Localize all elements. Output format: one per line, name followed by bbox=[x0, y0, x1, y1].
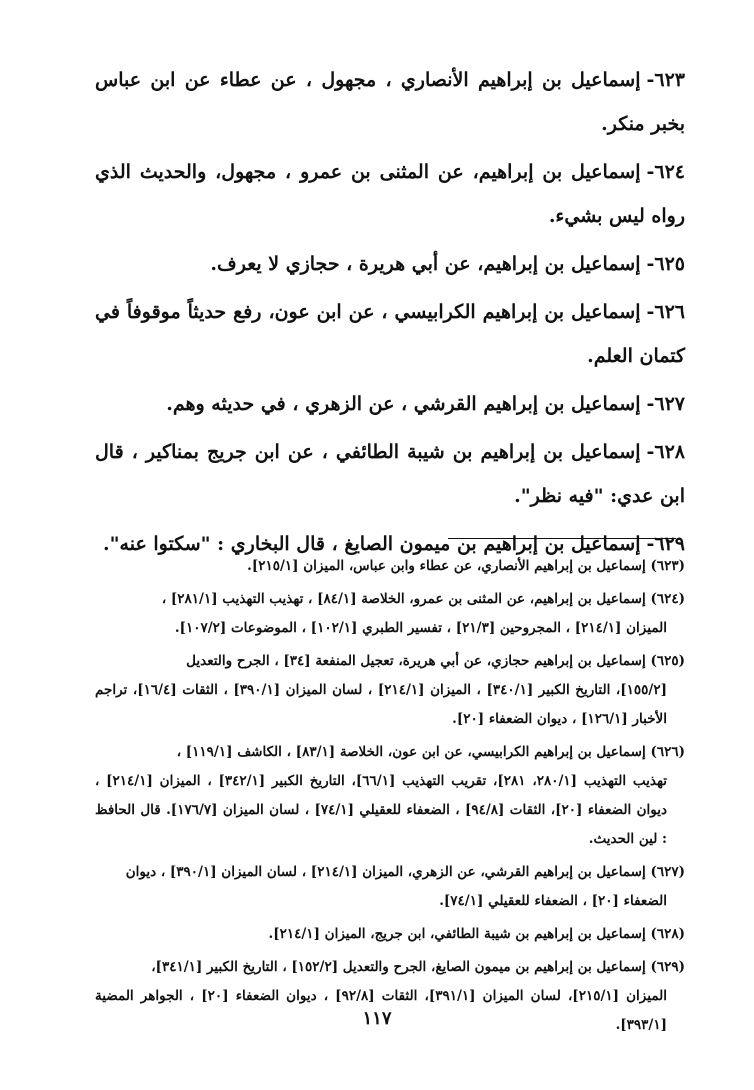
entry-text: إسماعيل بن إبراهيم بن شيبة الطائفي ، عن ابن جريج بمناكير ، قال ابن عدي: "فيه نظر". bbox=[95, 441, 685, 507]
footnote-number: (٦٢٨) bbox=[650, 926, 685, 942]
footnote-624 bbox=[95, 585, 685, 643]
footnote-number: (٦٢٧) bbox=[650, 864, 685, 880]
entry-text: إسماعيل بن إبراهيم بن ميمون الصايغ ، قال البخاري : "سكتوا عنه". bbox=[103, 533, 641, 555]
footnote-text: إسماعيل بن إبراهيم بن ميمون الصايغ، الجرح والتعديل [١٥٢/٢] ، التاريخ الكبير [٣٤١/١]، bbox=[151, 959, 646, 975]
footnote-continuation: الميزان [٢١٥/١]، لسان الميزان [٣٩١/١]، الثقات [٩٢/٨] ، ديوان الضعفاء [٢٠] ، الجواهر المضية [٣٩٣/١]. bbox=[95, 988, 668, 1033]
footnote-text: إسماعيل بن إبراهيم حجازي، عن أبي هريرة، تعجيل المنفعة [٣٤] ، الجرح والتعديل bbox=[186, 653, 646, 669]
entry-623 bbox=[95, 58, 685, 146]
entry-number: ٦٢٦- bbox=[646, 301, 685, 323]
footnote-continuation: [١٥٥/٢]، التاريخ الكبير [٣٤٠/١] ، الميزان [٢١٤/١] ، لسان الميزان [٣٩٠/١] ، الثقات [١٦/٤]، تراجم الأخبار [١٢٦/١] ، ديوان الضعفاء [٢٠]. bbox=[95, 682, 667, 727]
entry-text: إسماعيل بن إبراهيم، عن المثنى بن عمرو ، مجهول، والحديث الذي رواه ليس بشيء. bbox=[95, 161, 685, 227]
entry-text: إسماعيل بن إبراهيم الأنصاري ، مجهول ، عن عطاء عن ابن عباس بخبر منكر. bbox=[95, 69, 685, 135]
entry-625 bbox=[95, 242, 685, 286]
footnotes bbox=[95, 552, 685, 1044]
footnote-625 bbox=[95, 647, 685, 734]
entry-number: ٦٢٤- bbox=[646, 161, 685, 183]
footnote-number: (٦٢٣) bbox=[650, 558, 685, 574]
entry-627 bbox=[95, 382, 685, 426]
footnote-text: إسماعيل بن إبراهيم الأنصاري، عن عطاء وابن عباس، الميزان [٢١٥/١]. bbox=[247, 558, 646, 574]
footnote-text: إسماعيل بن إبراهيم الكرابيسي، عن ابن عون، الخلاصة [٨٣/١] ، الكاشف [١١٩/١] ، bbox=[176, 744, 646, 760]
footnote-number: (٦٢٩) bbox=[650, 959, 685, 975]
entry-text: إسماعيل بن إبراهيم الكرابيسي ، عن ابن عون، رفع حديثاً موقوفاً في كتمان العلم. bbox=[95, 301, 685, 367]
entry-number: ٦٢٣- bbox=[646, 69, 685, 91]
footnote-number: (٦٢٥) bbox=[650, 653, 685, 669]
footnote-623 bbox=[95, 552, 685, 581]
entry-number: ٦٢٨- bbox=[646, 441, 685, 463]
footnote-626 bbox=[95, 738, 685, 854]
footnote-text: إسماعيل بن إبراهيم، عن المثنى بن عمرو، الخلاصة [٨٤/١] ، تهذيب التهذيب [٢٨١/١] ، bbox=[161, 591, 646, 607]
entry-628 bbox=[95, 430, 685, 518]
entry-number: ٦٢٥- bbox=[646, 253, 685, 275]
footnote-continuation: الميزان [٢١٤/١] ، المجروحين [٢١/٣] ، تفسير الطبري [١٠٢/١] ، الموضوعات [١٠٧/٢]. bbox=[174, 620, 667, 636]
footnote-627 bbox=[95, 858, 685, 916]
entry-number: ٦٢٧- bbox=[646, 393, 685, 415]
footnote-628 bbox=[95, 920, 685, 949]
footnote-text: إسماعيل بن إبراهيم القرشي، عن الزهري، الميزان [٢١٤/١] ، لسان الميزان [٣٩٠/١] ، ديوان bbox=[125, 864, 646, 880]
footnote-divider bbox=[448, 538, 676, 539]
footnote-continuation: تهذيب التهذيب [٢٨٠/١، ٢٨١]، تقريب التهذيب [٦٦/١]، التاريخ الكبير [٣٤٢/١] ، الميزان [٢١٤/١] ، ديوان الضعفاء [٢٠]، الثقات [٩٤/٨] ، الضعفاء للعقيلي [٧٤/١] ، لسان الميزان [١٧٦/٧]. قال الحافظ : لين الحديث. bbox=[95, 773, 667, 847]
entry-626 bbox=[95, 290, 685, 378]
footnote-text: إسماعيل بن إبراهيم بن شيبة الطائفي، ابن جريج، الميزان [٢١٤/١]. bbox=[268, 926, 646, 942]
footnote-continuation: الضعفاء [٢٠] ، الضعفاء للعقيلي [٧٤/١]. bbox=[439, 893, 667, 909]
page-number: ١١٧ bbox=[362, 1008, 392, 1029]
footnote-number: (٦٢٦) bbox=[650, 744, 685, 760]
entry-number: ٦٢٩- bbox=[646, 533, 685, 555]
footnote-number: (٦٢٤) bbox=[650, 591, 685, 607]
entry-624 bbox=[95, 150, 685, 238]
entry-text: إسماعيل بن إبراهيم، عن أبي هريرة ، حجازي لا يعرف. bbox=[210, 253, 641, 275]
entry-text: إسماعيل بن إبراهيم القرشي ، عن الزهري ، في حديثه وهم. bbox=[166, 393, 641, 415]
main-entries bbox=[95, 58, 685, 570]
